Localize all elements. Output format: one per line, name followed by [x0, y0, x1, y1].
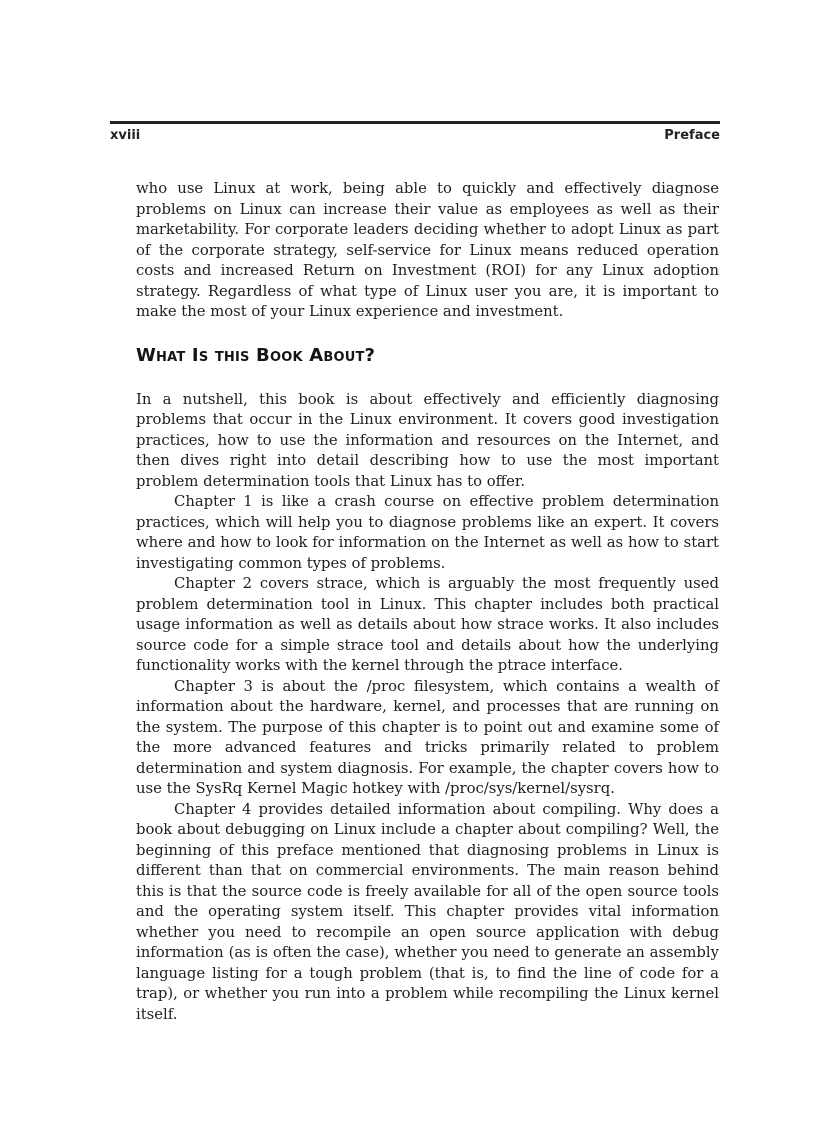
chapter-2-paragraph: Chapter 2 covers strace, which is arguably the most frequently used problem determination tool in Linux. This chapter includes both practical usage information as well as details about how strace works. It also includes source code for a simple strace tool and details about how the underlying functionality works with the kernel through the ptrace interface. — [136, 575, 719, 674]
chapter-3-paragraph: Chapter 3 is about the /proc filesystem, which contains a wealth of information about the hardware, kernel, and processes that are running on the system. The purpose of this chapter is to point out and examine some of the more advanced features and tricks primarily related to problem determination and system diagnosis. For example, the chapter covers how to use the SysRq Kernel Magic hotkey with /proc/sys/kernel/sysrq. — [136, 677, 719, 797]
page-body — [136, 179, 719, 1025]
continued-paragraph: who use Linux at work, being able to quickly and effectively diagnose problems on Linux can increase their value as employees as well as their marketability. For corporate leaders deciding whether to adopt Linux as part of the corporate strategy, self-service for Linux means reduced operation costs and increased Return on Investment (ROI) for any Linux adoption strategy. Regardless of what type of Linux user you are, it is important to make the most of your Linux experience and investment. — [136, 180, 719, 320]
intro-paragraph: In a nutshell, this book is about effectively and efficiently diagnosing problems that occur in the Linux environment. It covers good investigation practices, how to use the information and resources on the Internet, and then dives right into detail describing how to use the most important problem determination tools that Linux has to offer. — [136, 390, 719, 490]
page-number: xviii — [110, 128, 141, 143]
section-heading: What Is this Book About? — [136, 344, 376, 366]
header-rule — [110, 121, 720, 124]
running-title: Preface — [664, 128, 720, 143]
chapter-1-paragraph: Chapter 1 is like a crash course on effective problem determination practices, which will help you to diagnose problems like an expert. It covers where and how to look for information on the Internet as well as how to start investigating common types of problems. — [136, 493, 719, 572]
chapter-4-paragraph: Chapter 4 provides detailed information about compiling. Why does a book about debugging on Linux include a chapter about compiling? Well, the beginning of this preface mentioned that diagnosing problems in Linux is different than that on commercial environments. The main reason behind this is that the source code is freely available for all of the open source tools and the operating system itself. This chapter provides vital information whether you need to recompile an open source application with debug information (as is often the case), whether you need to generate an assembly language listing for a tough problem (that is, to find the line of code for a trap), or whether you run into a problem while recompiling the Linux kernel itself. — [136, 800, 719, 1023]
